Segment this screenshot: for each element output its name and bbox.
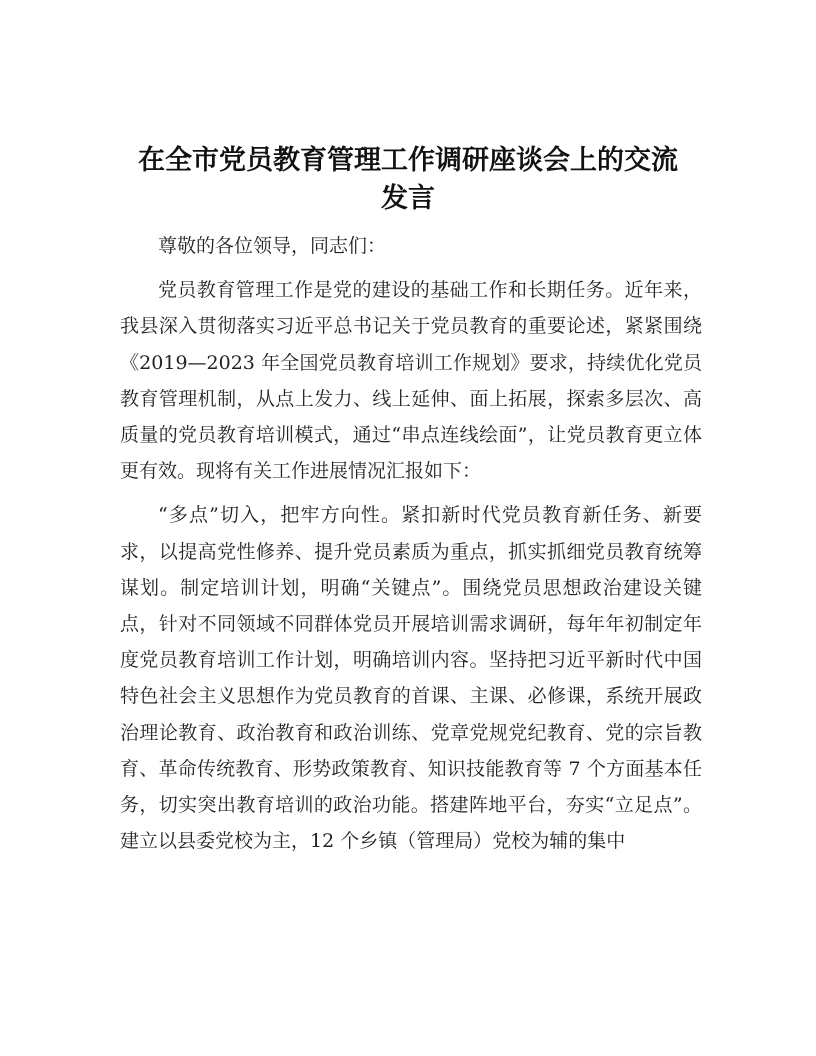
title-line-1: 在全市党员教育管理工作调研座谈会上的交流	[138, 145, 678, 176]
document-title	[100, 142, 716, 218]
paragraph-section-1: “多点”切入，把牢方向性。紧扣新时代党员教育新任务、新要求，以提高党性修养、提升党员素质为重点，抓实抓细党员教育统筹谋划。制定培训计划，明确“关键点”。围绕党员思想政治建设关键点，针对不同领域不同群体党员开展培训需求调研，每年年初制定年度党员教育培训工作计划，明确培训内容。坚持把习近平新时代中国特色社会主义思想作为党员教育的首课、主课、必修课，系统开展政治理论教育、政治教育和政治训练、党章党规党纪教育、党的宗旨教育、革命传统教育、形势政策教育、知识技能教育等 7 个方面基本任务，切实突出教育培训的政治功能。搭建阵地平台，夯实“立足点”。建立以县委党校为主，12 个乡镇（管理局）党校为辅的集中	[120, 504, 702, 853]
salutation: 尊敬的各位领导，同志们：	[158, 235, 387, 257]
document-body	[120, 228, 702, 867]
title-line-2: 发言	[381, 183, 435, 214]
paragraph-intro: 党员教育管理工作是党的建设的基础工作和长期任务。近年来，我县深入贯彻落实习近平总书记关于党员教育的重要论述，紧紧围绕《2019—2023 年全国党员教育培训工作规划》要求，持续优化党员教育管理机制，从点上发力、线上延伸、面上拓展，探索多层次、高质量的党员教育培训模式，通过“串点连线绘面”，让党员教育更立体更有效。现将有关工作进展情况汇报如下：	[120, 279, 702, 483]
